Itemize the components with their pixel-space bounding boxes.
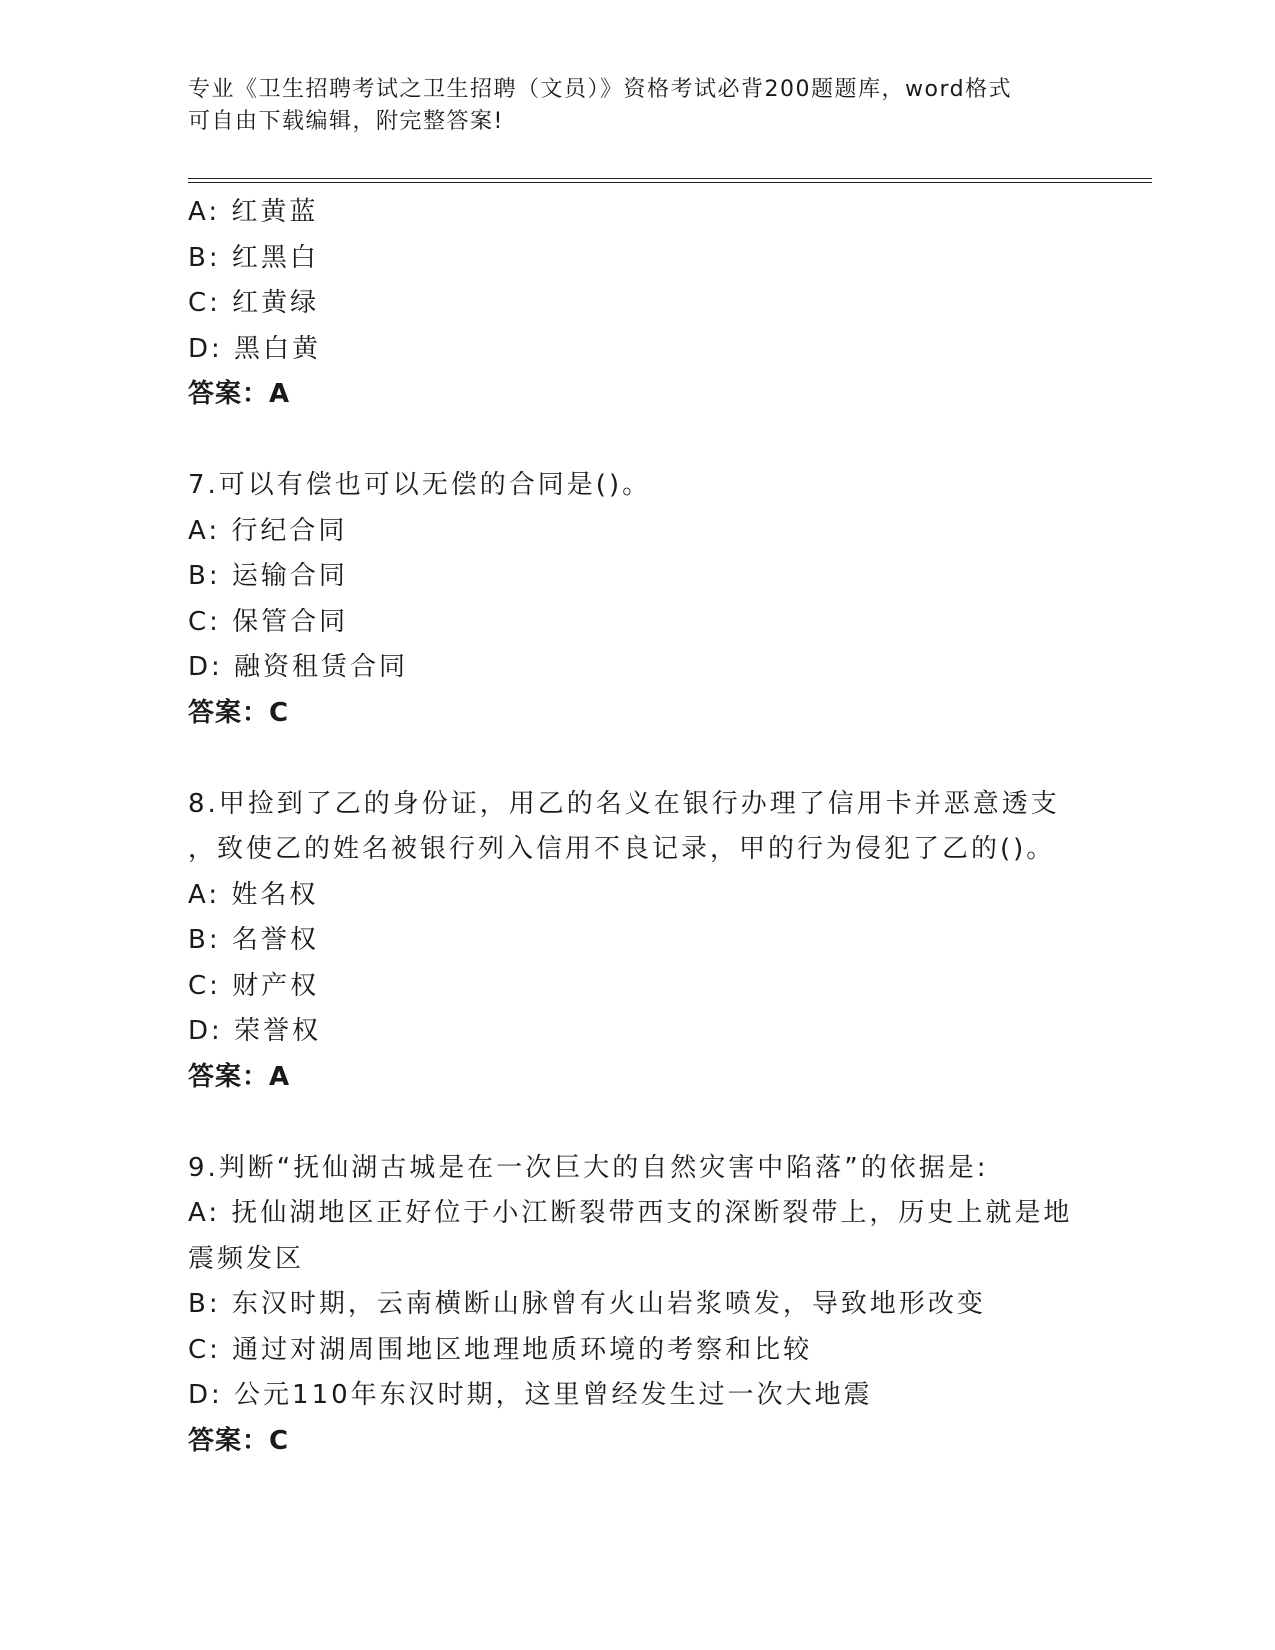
option-d: D: 公元110年东汉时期，这里曾经发生过一次大地震 bbox=[188, 1380, 873, 1410]
option-a: A: 抚仙湖地区正好位于小江断裂带西支的深断裂带上，历史上就是地 bbox=[188, 1198, 1073, 1228]
answer-label: 答案：C bbox=[188, 697, 290, 728]
option-b: B: 红黑白 bbox=[188, 242, 319, 273]
question-9 bbox=[188, 1146, 1088, 1465]
answer-label: 答案：C bbox=[188, 1425, 290, 1456]
option-c: C: 通过对湖周围地区地理地质环境的考察和比较 bbox=[188, 1334, 813, 1365]
header-divider bbox=[188, 178, 1152, 183]
option-a: A: 红黄蓝 bbox=[188, 197, 319, 227]
header-line-2: 可自由下载编辑，附完整答案! bbox=[188, 109, 504, 134]
answer-label: 答案：A bbox=[188, 379, 291, 409]
option-c: C: 财产权 bbox=[188, 970, 320, 1001]
question-stem: 7.可以有偿也可以无偿的合同是()。 bbox=[188, 470, 652, 500]
spacer bbox=[188, 736, 1088, 782]
spacer bbox=[188, 1100, 1088, 1146]
option-d: D: 荣誉权 bbox=[188, 1016, 322, 1046]
question-7 bbox=[188, 463, 1088, 736]
spacer bbox=[188, 418, 1088, 464]
option-a-continued: 震频发区 bbox=[188, 1243, 305, 1274]
option-b: B: 运输合同 bbox=[188, 561, 348, 591]
question-8 bbox=[188, 782, 1088, 1101]
option-c: C: 红黄绿 bbox=[188, 288, 320, 318]
option-d: D: 黑白黄 bbox=[188, 333, 322, 364]
option-d: D: 融资租赁合同 bbox=[188, 652, 409, 682]
answer-label: 答案：A bbox=[188, 1061, 291, 1092]
question-stem: 8.甲捡到了乙的身份证，用乙的名义在银行办理了信用卡并恶意透支 bbox=[188, 788, 1060, 819]
option-b: B: 名誉权 bbox=[188, 925, 319, 955]
document-header bbox=[188, 74, 1088, 138]
question-list bbox=[188, 190, 1088, 1464]
option-a: A: 行纪合同 bbox=[188, 515, 348, 546]
header-line-1: 专业《卫生招聘考试之卫生招聘（文员）》资格考试必背200题题库，word格式 bbox=[188, 77, 1013, 102]
question-stem-continued: ，致使乙的姓名被银行列入信用不良记录，甲的行为侵犯了乙的()。 bbox=[188, 834, 1056, 864]
question-6 bbox=[188, 190, 1088, 418]
option-a: A: 姓名权 bbox=[188, 879, 319, 910]
option-b: B: 东汉时期，云南横断山脉曾有火山岩浆喷发，导致地形改变 bbox=[188, 1289, 986, 1319]
option-c: C: 保管合同 bbox=[188, 606, 349, 637]
question-stem: 9.判断“抚仙湖古城是在一次巨大的自然灾害中陷落”的依据是: bbox=[188, 1152, 989, 1183]
